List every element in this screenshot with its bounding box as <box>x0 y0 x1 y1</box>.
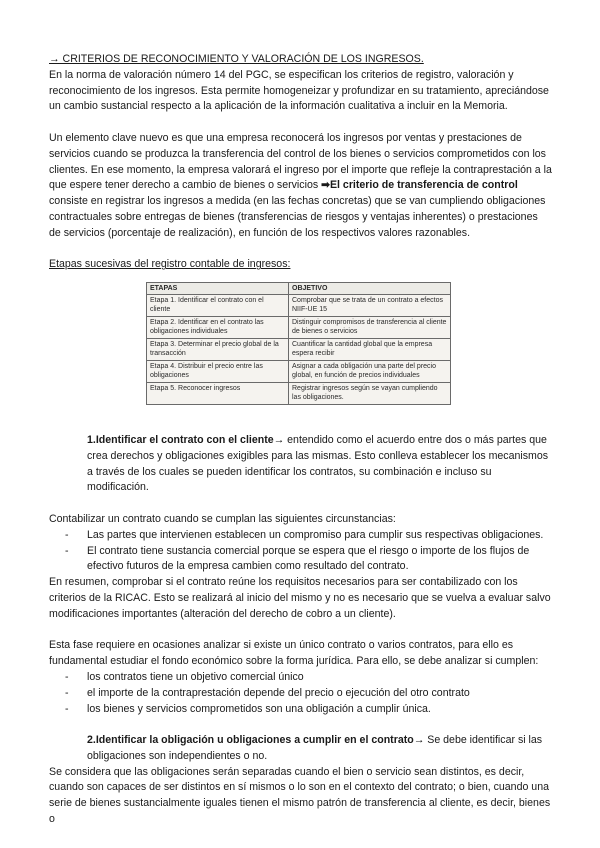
step2-paragraph <box>49 733 552 765</box>
list-item <box>49 686 552 702</box>
table-cell-objetivo: Registrar ingresos según se vayan cumpliendo las obligaciones. <box>289 383 451 405</box>
table-cell-etapa: Etapa 1. Identificar el contrato con el cliente <box>147 295 289 317</box>
circumstances-intro: Contabilizar un contrato cuando se cumplan las siguientes circunstancias: <box>49 512 396 525</box>
key-paragraph-part2: consiste en registrar los ingresos a medida (en las fechas concretas) que se van cumpliendo obligaciones contractuales sobre entregas de bienes (transferencias de riesgos y ventajas inherentes) o prestaciones de servicios (porcentaje de realización), en función de los respectivos valores razonables. <box>49 195 546 239</box>
summary-paragraph: En resumen, comprobar si el contrato reúne los requisitos necesarios para ser contabilizado con los criterios de la RICAC. Esto se realizará al inicio del mismo y no es necesario que se vuelva a evaluar salvo modificaciones importantes (alteración del derecho de cobro a un cliente). <box>49 576 551 620</box>
step1-paragraph <box>49 433 552 496</box>
dash-bullet: - <box>65 544 69 557</box>
table-cell-objetivo: Comprobar que se trata de un contrato a efectos NIIF-UE 15 <box>289 295 451 317</box>
list-item-text: Las partes que intervienen establecen un compromiso para cumplir sus respectivas obligaciones. <box>87 528 544 541</box>
table-cell-objetivo: Asignar a cada obligación una parte del precio global, en función de precios individuales <box>289 361 451 383</box>
intro-paragraph: En la norma de valoración número 14 del PGC, se especifican los criterios de registro, valoración y reconocimiento de los ingresos. Esta permite homogeneizar y profundizar en su tratamiento, apreciándose un cambio sustancial respecto a la aplicación de la información cualitativa a incluir en la Memoria. <box>49 68 549 113</box>
list-item <box>49 670 552 686</box>
table-header-objetivo: OBJETIVO <box>289 283 451 295</box>
table-cell-objetivo: Distinguir compromisos de transferencia al cliente de bienes o servicios <box>289 317 451 339</box>
table-cell-etapa: Etapa 4. Distribuir el precio entre las obligaciones <box>147 361 289 383</box>
step1-title: 1.Identificar el contrato con el cliente <box>87 433 274 446</box>
stages-table <box>146 282 451 405</box>
stages-heading: Etapas sucesivas del registro contable de ingresos: <box>49 258 291 271</box>
table-cell-etapa: Etapa 2. Identificar en el contrato las obligaciones individuales <box>147 317 289 339</box>
section-heading: → CRITERIOS DE RECONOCIMIENTO Y VALORACIÓN DE LOS INGRESOS. <box>49 53 424 65</box>
list-item-text: El contrato tiene sustancia comercial porque se espera que el riesgo o importe de los flujos de efectivo futuros de la empresa cambien como resultado del contrato. <box>87 544 530 573</box>
step1-text: → entendido como el acuerdo entre dos o más partes que crea derechos y obligaciones exigibles para las mismas. Esto conlleva establecer los mecanismos a través de los cuales se pueden identificar los contratos, su combinación e incluso su modificación. <box>87 433 549 494</box>
phase-list <box>49 670 552 717</box>
table-cell-etapa: Etapa 3. Determinar el precio global de la transacción <box>147 339 289 361</box>
table-row <box>147 339 451 361</box>
table-cell-objetivo: Cuantificar la cantidad global que la empresa espera recibir <box>289 339 451 361</box>
final-paragraph: Se considera que las obligaciones serán separadas cuando el bien o servicio sean distintos, es decir, cuando son capaces de ser distintos en sí mismos o lo son en el contexto del contrato; o bien, cuando una serie de bienes sustancialmente iguales tienen el mismo patrón de transferencia al cliente, es decir, bienes o <box>49 765 551 826</box>
table-row <box>147 361 451 383</box>
circumstances-list <box>49 528 552 575</box>
dash-bullet: - <box>65 686 69 699</box>
dash-bullet: - <box>65 702 69 715</box>
list-item <box>49 528 552 544</box>
list-item <box>49 544 552 576</box>
key-paragraph-part1: Un elemento clave nuevo es que una empresa reconocerá los ingresos por ventas y prestaciones de servicios cuando se produzca la transferencia del control de los bienes o servicios comprometidos con los clientes. En ese momento, la empresa valorará el ingreso por el importe que refleje la contraprestación a la que espere tener derecho a cambio de bienes o servicios <box>49 131 552 192</box>
table-header-etapas: ETAPAS <box>147 283 289 295</box>
table-row <box>147 317 451 339</box>
key-paragraph <box>49 131 552 242</box>
list-item-text: los contratos tiene un objetivo comercial único <box>87 670 304 683</box>
table-row <box>147 295 451 317</box>
step2-text: → Se debe identificar si las obligaciones son independientes o no. <box>87 734 543 762</box>
key-paragraph-bold: El criterio de transferencia de control <box>329 179 518 192</box>
right-arrow-icon: ➡ <box>321 179 330 192</box>
list-item <box>49 702 552 718</box>
stages-table-image <box>146 282 450 405</box>
list-item-text: los bienes y servicios comprometidos son una obligación a cumplir única. <box>87 702 431 715</box>
table-row <box>147 383 451 405</box>
phase-paragraph: Esta fase requiere en ocasiones analizar si existe un único contrato o varios contratos, para ello es fundamental estudiar el fondo económico sobre la forma jurídica. Para ello, se debe analizar si cumplen: <box>49 639 539 668</box>
list-item-text: el importe de la contraprestación depende del precio o ejecución del otro contrato <box>87 686 470 699</box>
dash-bullet: - <box>65 670 69 683</box>
step2-title: 2.Identificar la obligación u obligaciones a cumplir en el contrato <box>87 734 414 747</box>
dash-bullet: - <box>65 528 69 541</box>
table-header-row <box>147 283 451 295</box>
table-cell-etapa: Etapa 5. Reconocer ingresos <box>147 383 289 405</box>
